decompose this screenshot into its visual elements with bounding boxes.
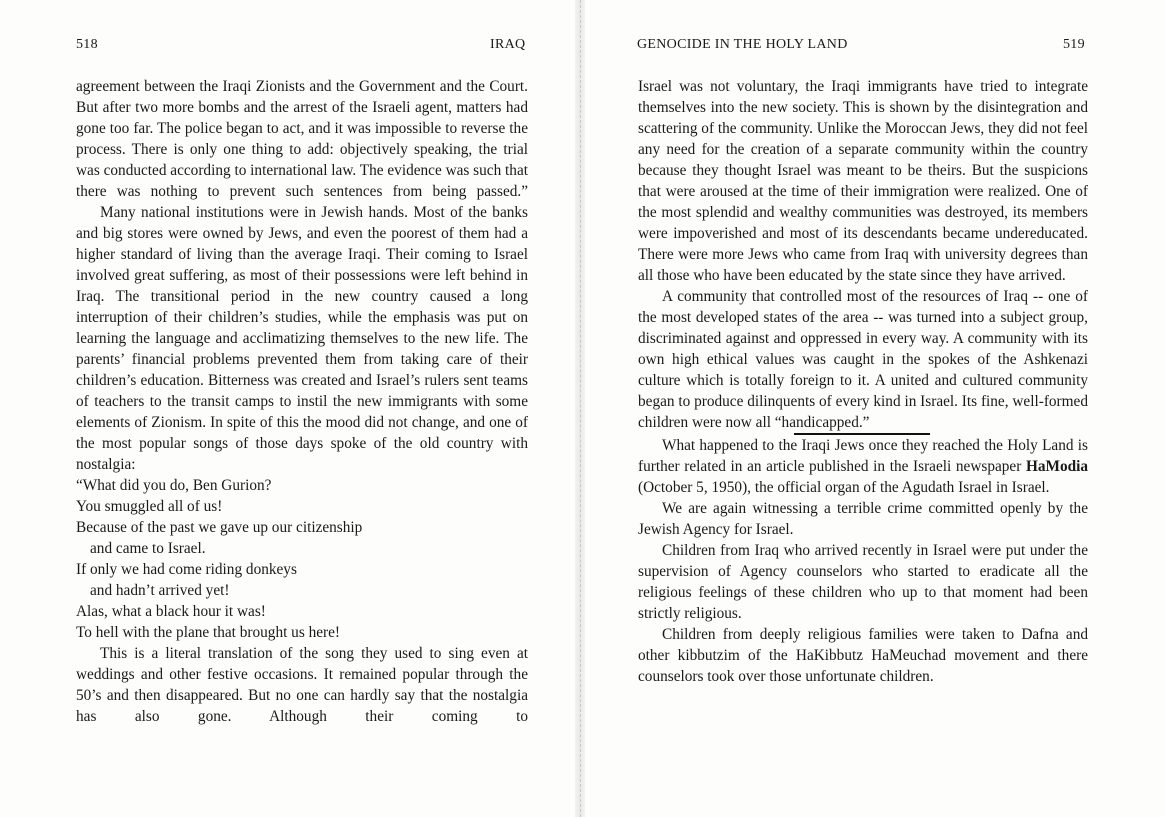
right-paragraph-3 <box>638 435 1088 498</box>
song-line: You smuggled all of us! <box>76 498 223 515</box>
song-verse <box>76 475 528 643</box>
song-line: To hell with the plane that brought us here! <box>76 624 341 641</box>
paragraph-3-start: What happened to the Iraqi Jews once they reached the Holy Land is further related in an article published in the Israeli newspaper <box>638 437 1088 475</box>
right-paragraph-5: Children from Iraq who arrived recently in Israel were put under the supervision of Agency counselors who started to eradicate all the religious feelings of these children who up to that moment had been strictly religious. <box>638 542 1088 622</box>
right-body-text <box>638 76 1088 687</box>
left-paragraph-1: agreement between the Iraqi Zionists and the Government and the Court. But after two more bombs and the arrest of the Israeli agent, matters had gone too far. The police began to act, and it was impossible to reverse the process. There is only one thing to add: objectively speaking, the trial was conducted according to international law. The evidence was such that there was nothing to prevent such sentences from being passed.” <box>76 78 528 200</box>
right-running-head: GENOCIDE IN THE HOLY LAND <box>637 37 848 52</box>
song-line: and came to Israel. <box>90 540 206 557</box>
right-page-number: 519 <box>1063 37 1085 52</box>
right-paragraph-2: A community that controlled most of the resources of Iraq -- one of the most developed states of the area -- was turned into a subject group, discriminated against and oppressed in every way. A community with its own high ethical values was caught in the spokes of the Ashkenazi culture which is totally foreign to it. A united and cultured community began to produce dilinquents of every kind in Israel. Its fine, well-formed children were now all “handicapped.” <box>638 288 1088 431</box>
left-body-text <box>76 76 528 727</box>
book-gutter <box>575 0 585 817</box>
right-paragraph-1: Israel was not voluntary, the Iraqi immigrants have tried to integrate themselves into the new society. This is shown by the disintegration and scattering of the community. Unlike the Moroccan Jews, they did not feel any need for the creation of a separate community within the country because they thought Israel was meant to be theirs. But the suspicions that were aroused at the time of their immigration were realized. One of the most splendid and wealthy communities was destroyed, its members were impoverished and most of its descendants became undereducated. There were more Jews who came from Iraq with university degrees than all those who have been educated by the state since they have arrived. <box>638 78 1088 284</box>
left-page-number: 518 <box>76 37 98 52</box>
song-line: If only we had come riding donkeys <box>76 561 297 578</box>
paragraph-3-end: (October 5, 1950), the official organ of the Agudath Israel in Israel. <box>638 479 1050 496</box>
left-paragraph-3: This is a literal translation of the song they used to sing even at weddings and other festive occasions. It remained popular through the 50’s and then disappeared. But no one can hardly say that the nostalgia has also gone. Although their coming to <box>76 645 528 725</box>
right-page <box>585 0 1165 817</box>
song-line: Because of the past we gave up our citizenship <box>76 519 363 536</box>
right-paragraph-4: We are again witnessing a terrible crime committed openly by the Jewish Agency for Israel. <box>638 500 1088 538</box>
left-running-head: IRAQ <box>490 37 526 52</box>
newspaper-name: HaModia <box>1025 458 1088 475</box>
right-paragraph-6: Children from deeply religious families were taken to Dafna and other kibbutzim of the HaKibbutz HaMeuchad movement and there counselors took over those unfortunate children. <box>638 626 1088 685</box>
song-line: and hadn’t arrived yet! <box>90 582 230 599</box>
left-paragraph-2: Many national institutions were in Jewish hands. Most of the banks and big stores were owned by Jews, and even the poorest of them had a higher standard of living than the average Iraqi. Their coming to Israel involved great suffering, as most of their possessions were left behind in Iraq. The transitional period in the new country caused a long interruption of their children’s studies, while the emphasis was put on learning the language and acclimatizing themselves to the new life. The parents’ financial problems prevented them from taking care of their children’s education. Bitterness was created and Israel’s rulers sent teams of teachers to the transit camps to instil the new immigrants with some elements of Zionism. In spite of this the mood did not change, and one of the most popular songs of those days spoke of the old country with nostalgia: <box>76 204 528 473</box>
left-page <box>0 0 575 817</box>
song-line: Alas, what a black hour it was! <box>76 603 266 620</box>
song-line: “What did you do, Ben Gurion? <box>76 477 272 494</box>
